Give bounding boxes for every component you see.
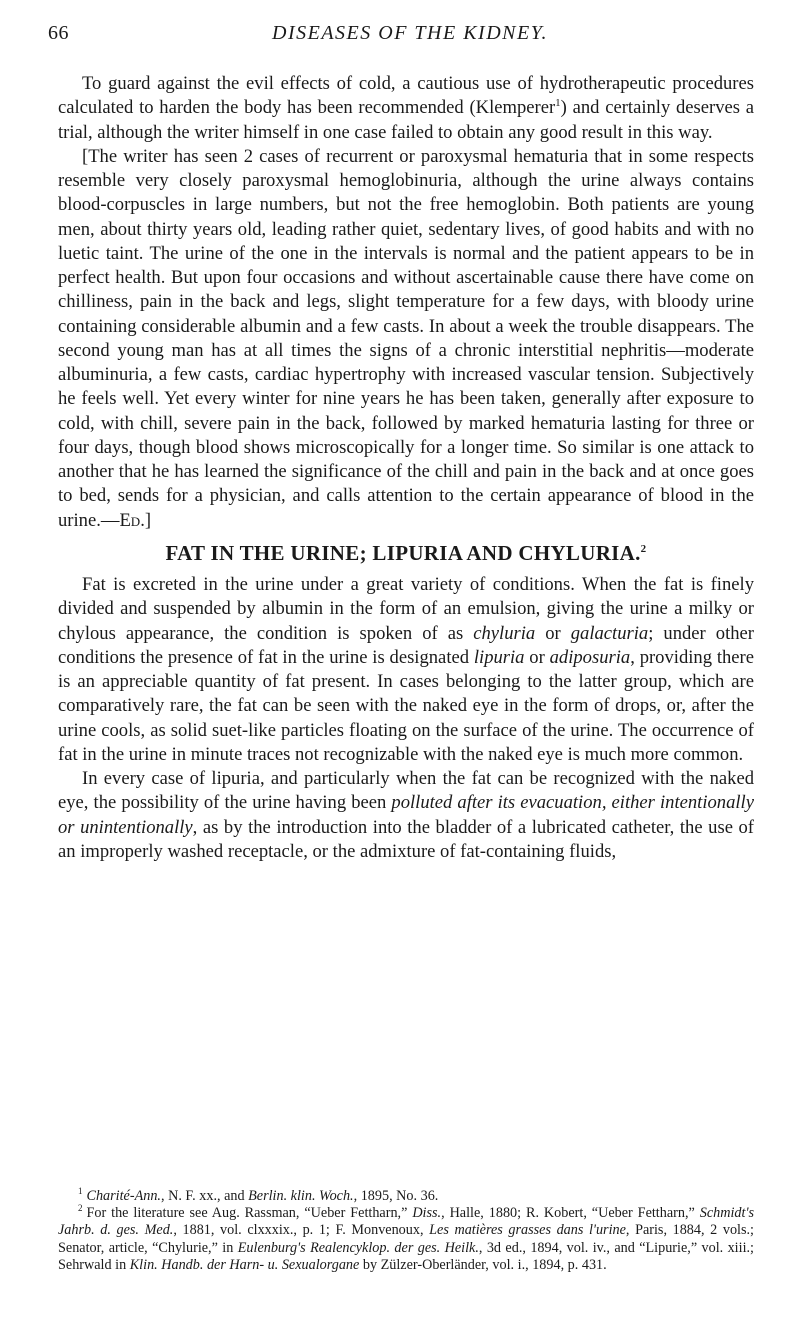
paragraph-text: Fat is excreted in the urine under a great variety of conditions. When the fat is finely divided and suspended by albumin in the form of an emulsion, giving the urine a milky or chylous appearance, the condition is spoken of as <box>58 574 754 644</box>
paragraph-text: , as by the introduction into the bladder of a lubricated catheter, the use of an improperly washed receptacle, or the admixture of fat-containing fluids, <box>58 816 754 862</box>
footnote-text: , Paris, 1884, 2 vols.; Senator, article, “Chylurie,” in <box>58 1222 754 1256</box>
footnote-text: by Zülzer-Oberländer, vol. i., 1894, p. 431. <box>359 1256 607 1273</box>
citation-title: Charité-Ann. <box>86 1188 161 1204</box>
citation-title: Schmidt's Jahrb. d. ges. Med. <box>58 1205 754 1239</box>
term-galacturia: galacturia <box>570 622 649 644</box>
paragraph-text: [The writer has seen 2 cases of recurrent or paroxysmal hematuria that in some respects resemble very closely paroxysmal hemoglobinuria, although the urine always contains blood-corpuscles in large numbers, but not the free hemoglobin. Both patients are young men, about thirty years old, leading rather quiet, sedentary lives, of good habits and with no luetic taint. The urine of the one in the intervals is normal and the patient appears to be in perfect health. But upon four occasions and without ascertainable cause there have come on chilliness, pain in the back and legs, slight temperature for a few days, with bloody urine containing considerable albumin and a few casts. In about a week the trouble disappears. The second young man has at all times the signs of a chronic interstitial nephritis—moderate albuminuria, a few casts, cardiac hypertrophy with increased vascular tension. Subjectively he feels well. Yet every winter for nine years he has been taken, generally after exposure to cold, with chill, severe pain in the back, followed by marked hematuria lasting for three or four days, though blood shows microscopically for a longer time. So similar is one attack to another that he has learned the significance of the chill and pain in the back and at once goes to bed, sends for a physician, and calls attention to the certain appearance of blood in the urine.— <box>58 145 754 531</box>
paragraph-text: ; under other conditions the presence of fat in the urine is designated <box>58 622 754 668</box>
closing-bracket: ] <box>144 509 152 531</box>
citation-title: Diss. <box>412 1205 442 1222</box>
paragraph-text: , providing there is an appreciable quantity of fat present. In cases belonging to the latter group, which are comparatively rare, the fat can be seen with the naked eye in the form of drops, or, after the urine cools, as solid suet-like particles floating on the surface of the urine. The occurrence of fat in the urine in minute traces not recognizable with the naked eye is much more common. <box>58 646 754 765</box>
citation-title: Klin. Handb. der Harn- u. Sexualorgane <box>129 1256 360 1273</box>
term-chyluria: chyluria <box>473 622 536 644</box>
paragraph-lipuria-pollution <box>58 767 754 864</box>
paragraph-text: or <box>535 622 571 644</box>
emphasis-polluted: polluted after its evacuation, either intentionally or unintentionally <box>58 792 754 838</box>
footnote-text: , 1895, No. 36. <box>353 1188 439 1204</box>
paragraph-text: To guard against the evil effects of cold, a cautious use of hydrotherapeutic procedures calculated to harden the body has been recommended (Klemperer <box>58 73 754 119</box>
footnote-mark: 2 <box>78 1203 83 1214</box>
footnote-2 <box>58 1205 754 1274</box>
paragraph-text: In every case of lipuria, and particularly when the fat can be recognized with the naked eye, the possibility of the urine having been <box>58 768 754 814</box>
footnote-text: , Halle, 1880; R. Kobert, “Ueber Fettharn,” <box>441 1205 700 1222</box>
footnote-text: , N. F. xx., and <box>160 1188 249 1204</box>
paragraph-text: ) and certainly deserves a trial, although the writer himself in one case failed to obtain any good result in this way. <box>58 97 755 143</box>
page-number: 66 <box>48 22 69 44</box>
editor-signature: Ed. <box>119 509 145 531</box>
body-text <box>58 72 754 864</box>
footnote-text: For the literature see Aug. Rassman, “Ueber Fettharn,” <box>86 1205 413 1222</box>
citation-title: Berlin. klin. Woch. <box>248 1188 354 1204</box>
paragraph-hydrotherapy <box>58 72 754 145</box>
section-heading-text: FAT IN THE URINE; LIPURIA AND CHYLURIA. <box>165 540 641 565</box>
footnote-text: , 1881, vol. clxxxix., p. 1; F. Monvenoux, <box>173 1222 430 1239</box>
page-header <box>48 22 772 48</box>
paragraph-text: or <box>524 646 550 668</box>
footnotes <box>58 1188 754 1274</box>
section-heading <box>58 541 754 565</box>
term-lipuria: lipuria <box>473 646 525 668</box>
paragraph-fat-excretion <box>58 573 754 767</box>
term-adiposuria: adiposuria <box>549 646 631 668</box>
citation-title: Eulenburg's Realencyklop. der ges. Heilk. <box>237 1239 479 1256</box>
footnote-mark: 1 <box>78 1186 83 1197</box>
citation-title: Les matières grasses dans l'urine <box>429 1222 626 1239</box>
footnote-1 <box>58 1188 754 1205</box>
footnote-ref-2: 2 <box>640 542 647 555</box>
paragraph-editor-note <box>58 145 754 533</box>
footnote-ref-1: 1 <box>555 97 561 110</box>
running-title: DISEASES OF THE KIDNEY. <box>272 22 548 44</box>
footnote-text: , 3d ed., 1894, vol. iv., and “Lipurie,” vol. xiii.; Sehrwald in <box>58 1239 754 1273</box>
